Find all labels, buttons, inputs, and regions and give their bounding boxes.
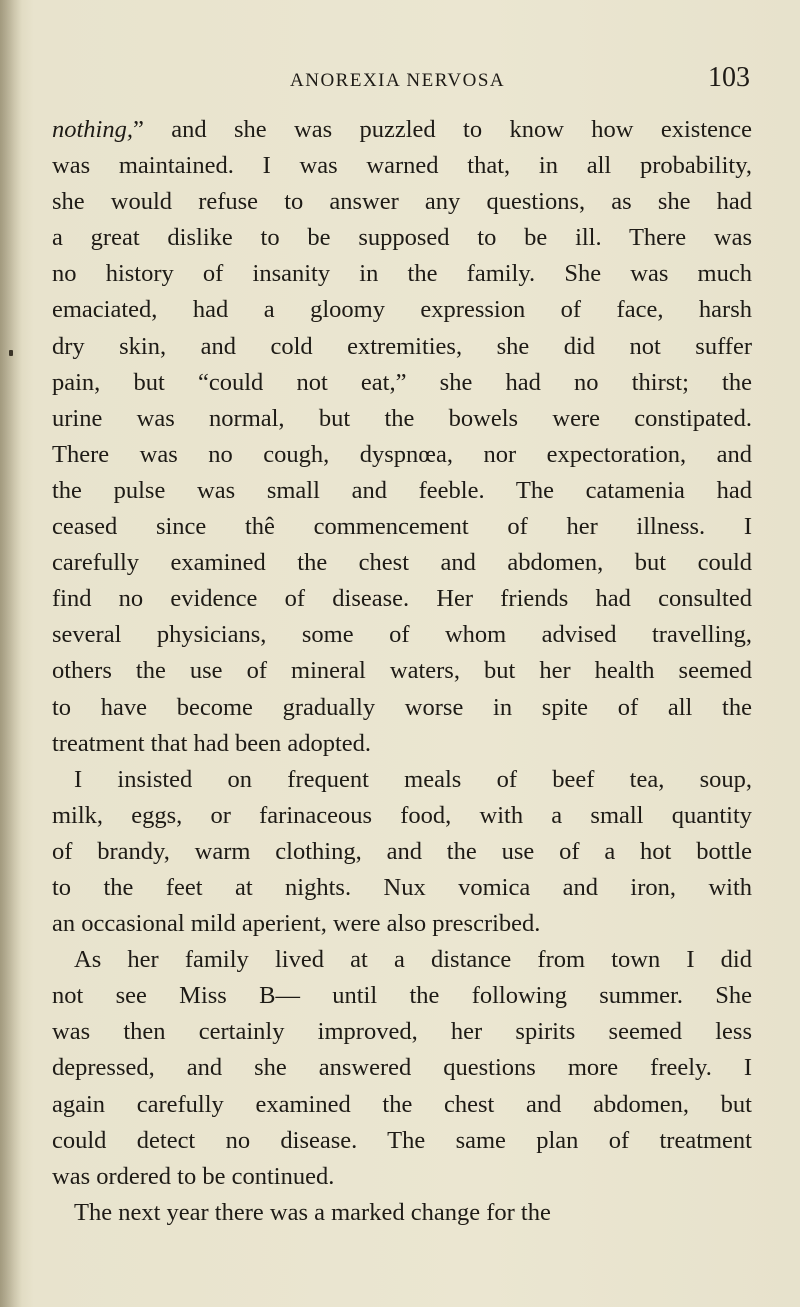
text-line: to the feet at nights. Nux vomica and iron, with [52, 873, 752, 901]
text-line: dry skin, and cold extremities, she did not suffer [52, 332, 752, 360]
running-head [290, 62, 750, 102]
paragraph [52, 1195, 752, 1231]
text-line: was maintained. I was warned that, in all probability, [52, 152, 752, 180]
text-line: others the use of mineral waters, but her health seemed [52, 657, 752, 685]
text-line: was ordered to be continued. [52, 1162, 335, 1190]
text-line: an occasional mild aperient, were also prescribed. [52, 910, 541, 938]
text-line: pain, but “could not eat,” she had no thirst; the [52, 368, 752, 396]
text-line: milk, eggs, or farinaceous food, with a small quantity [52, 801, 752, 829]
margin-mark [9, 350, 13, 356]
text-line: depressed, and she answered questions more freely. I [52, 1054, 752, 1082]
text-line: several physicians, some of whom advised travelling, [52, 621, 752, 649]
text-line: again carefully examined the chest and abdomen, but [52, 1090, 752, 1118]
text-line: carefully examined the chest and abdomen, but could [52, 549, 752, 577]
text-line: The next year there was a marked change for the [74, 1198, 551, 1226]
text-line: the pulse was small and feeble. The catamenia had [52, 476, 752, 504]
text-line: she would refuse to answer any questions, as she had [52, 188, 752, 216]
text-line: nothing,” and she was puzzled to know how existence [52, 116, 752, 143]
text-line: find no evidence of disease. Her friends had consulted [52, 585, 752, 613]
text-line: As her family lived at a distance from town I did [74, 946, 752, 974]
text-line: a great dislike to be supposed to be ill. There was [52, 224, 752, 252]
paragraph [52, 112, 752, 762]
text-line: emaciated, had a gloomy expression of face, harsh [52, 296, 752, 324]
binding-gutter-shadow [0, 0, 22, 1307]
text-line: no history of insanity in the family. She was much [52, 260, 752, 288]
text-line: treatment that had been adopted. [52, 729, 372, 757]
text-line: not see Miss B— until the following summer. She [52, 982, 752, 1010]
paragraph [52, 762, 752, 942]
text-line: ceased since thê commencement of her illness. I [52, 513, 752, 541]
running-title: ANOREXIA NERVOSA [290, 70, 506, 91]
text-line: could detect no disease. The same plan of treatment [52, 1126, 752, 1154]
body-text [52, 112, 752, 1231]
text-line: urine was normal, but the bowels were constipated. [52, 404, 752, 432]
page-number: 103 [708, 62, 750, 93]
text-line: was then certainly improved, her spirits seemed less [52, 1018, 752, 1046]
text-line: to have become gradually worse in spite of all the [52, 693, 752, 721]
text-line: There was no cough, dyspnœa, nor expectoration, and [52, 440, 752, 468]
paragraph [52, 942, 752, 1195]
text-line: of brandy, warm clothing, and the use of a hot bottle [52, 837, 752, 865]
text-line: I insisted on frequent meals of beef tea, soup, [74, 765, 752, 793]
